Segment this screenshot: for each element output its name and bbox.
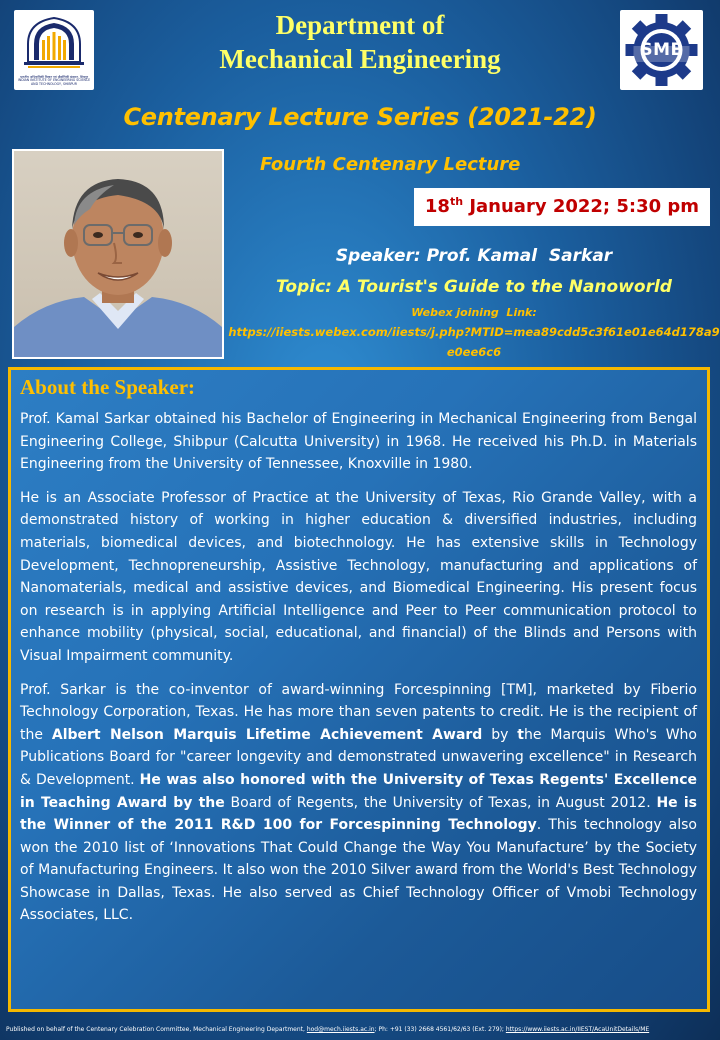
department-title-line2: Mechanical Engineering (219, 44, 501, 74)
footer-email-link[interactable]: hod@mech.iiests.ac.in (306, 1026, 375, 1033)
webex-label: Webex joining Link: (411, 306, 537, 319)
p3-text-e: he Marquis Who's Who Publications Board for "career longevity and demonstrated unwavering excellence" in Research & Development. (20, 726, 697, 788)
series-title: Centenary Lecture Series (2021-22) (123, 103, 597, 131)
lecture-date-box (414, 188, 710, 226)
iiest-logo (14, 10, 94, 90)
date-rest: January 2022; 5:30 pm (463, 196, 700, 217)
footer (6, 1026, 714, 1033)
p3-text-i: . This technology also won the 2010 list of ‘Innovations That Could Change the Way You Manufacture’ by the Society of Manufacturing Engineers. It also won the 2010 Silver award from the World's Best Technology Showcase in Dallas, Texas. He also served as Chief Technology Officer of Vmobi Technology Associates, LLC. (20, 817, 697, 924)
department-title (100, 8, 620, 76)
about-speaker-section (8, 367, 710, 1012)
p3-text-c: by (482, 726, 518, 743)
lecture-topic: Topic: A Tourist's Guide to the Nanoworld (276, 277, 672, 297)
p3-text-g: Board of Regents, the University of Texas, in August 2012. (224, 794, 657, 811)
department-title-line1: Department of (275, 10, 445, 40)
logo-caption: भारतीय अभियांत्रिकी विज्ञान एवं प्रौद्योगिकी संस्थान, शिबपुर INDIAN INSTITUTE OF ENGINEERING SCIENCE AND TECHNOLOGY, SHIBPUR (17, 74, 91, 87)
date-suffix: th (449, 195, 464, 208)
about-paragraph-3 (20, 679, 697, 928)
footer-text-a: Published on behalf of the Centenary Celebration Committee, Mechanical Engineering Department, (6, 1026, 307, 1033)
sme-logo (620, 10, 703, 90)
speaker-name: Speaker: Prof. Kamal Sarkar (335, 246, 613, 266)
p3-text-a: Prof. Sarkar is the co-inventor of award-winning Forcespinning [TM], marketed by Fiberio Technology Corporation, Texas. He has more than seven patents to credit. He is the recipient of the (20, 681, 697, 743)
award-marquis: Albert Nelson Marquis Lifetime Achievement Award (51, 726, 483, 743)
speaker-portrait (14, 151, 222, 357)
award-teaching: He was also honored with the University of Texas Regents' Excellence in Teaching Award by the (20, 771, 697, 811)
about-paragraph-2: He is an Associate Professor of Practice at the University of Texas, Rio Grande Valley, with a demonstrated history of working in higher education & diversified industries, including materials, biomedical devices, and biotechnology. He has extensive skills in Technology Development, Technopreneurship, Assistive Technology, manufacturing and applications of Nanomaterials, medical and assistive devices, and Biomedical Engineering. His present focus on research is in applying Artificial Intelligence and Peer to Peer communication protocol to enhance mobility (physical, social, educational, and financial) of the Blinds and Persons with Visual Impairment community. (20, 489, 697, 664)
webex-link[interactable]: https://iiests.webex.com/iiests/j.php?MTID=mea89cdd5c3f61e01e64d178a9e0ee6c6 (228, 325, 720, 359)
p3-bold-t: t (517, 726, 524, 743)
about-heading: About the Speaker: (20, 375, 196, 399)
date-day: 18 (424, 196, 450, 217)
award-rd100: He is the Winner of the 2011 R&D 100 for Forcespinning Technology (20, 794, 698, 834)
lecture-number: Fourth Centenary Lecture (260, 154, 521, 175)
sme-logo-text: SME (640, 40, 683, 60)
footer-url-link[interactable]: https://www.iiests.ac.in/IIEST/AcaUnitDetails/ME (505, 1026, 650, 1033)
footer-text-b: ; Ph: +91 (33) 2668 4561/62/63 (Ext. 279); (374, 1026, 506, 1033)
about-paragraph-1: Prof. Kamal Sarkar obtained his Bachelor of Engineering in Mechanical Engineering from Bengal Engineering College, Shibpur (Calcutta University) in 1968. He received his Ph.D. in Materials Engineering from the University of Tennessee, Knoxville in 1980. (20, 411, 697, 473)
speaker-photo (12, 149, 224, 359)
